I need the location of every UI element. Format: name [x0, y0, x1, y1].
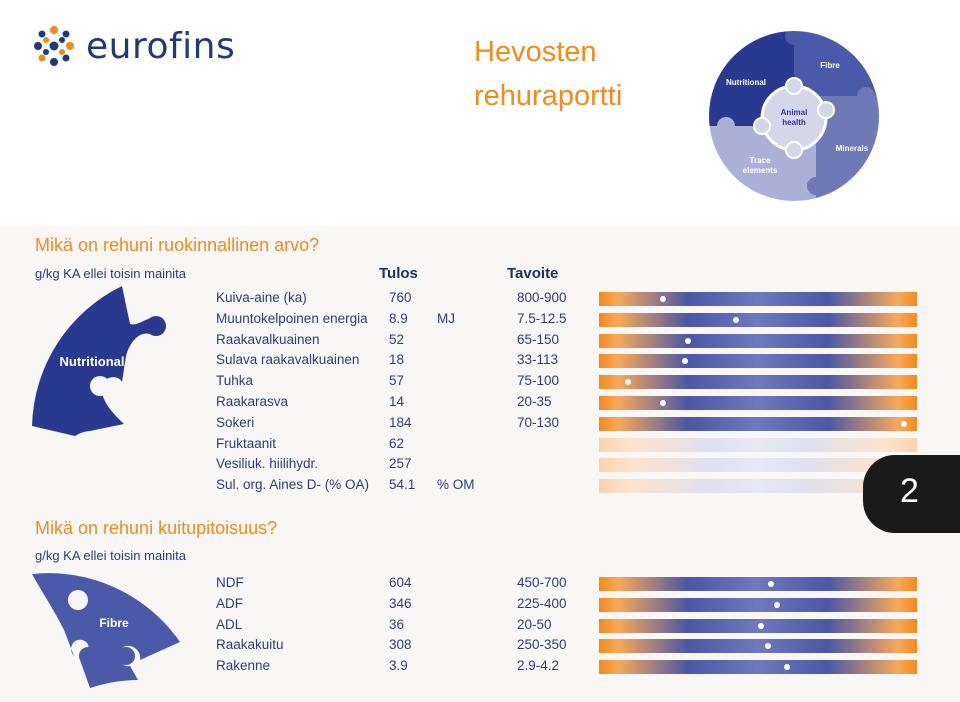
result-marker: [768, 581, 774, 587]
puzzle-label-fibre: Fibre: [820, 61, 840, 70]
row-name: Sokeri: [216, 414, 255, 430]
row-name: Raakarasva: [216, 394, 289, 409]
row-name: Sul. org. Aines D- (% OA): [216, 477, 370, 493]
row-result: 18: [389, 352, 405, 368]
result-marker: [774, 602, 780, 608]
puzzle-label-trace-1: Trace: [749, 156, 771, 165]
fibre-subheading: g/kg KA ellei toisin mainita: [35, 548, 187, 563]
row-result: 184: [389, 414, 412, 430]
fibre-piece-label: Fibre: [99, 616, 129, 630]
range-bar: [599, 660, 917, 674]
row-name: NDF: [216, 575, 244, 590]
table-row: [0, 290, 960, 310]
row-result: 604: [389, 575, 412, 590]
eurofins-logo-icon: [32, 24, 76, 68]
puzzle-label-minerals: Minerals: [835, 144, 869, 153]
row-name: Tuhka: [216, 373, 254, 389]
row-result: 14: [389, 394, 405, 409]
puzzle-label-center-1: Animal: [780, 108, 808, 117]
table-row: [0, 373, 960, 393]
table-row: [0, 436, 960, 456]
table-row: [0, 637, 960, 657]
row-target: 450-700: [517, 575, 567, 590]
row-result: 760: [389, 290, 412, 305]
row-name: Rakenne: [216, 658, 271, 674]
range-bar: [599, 375, 917, 389]
row-result: 8.9: [389, 310, 408, 326]
puzzle-label-trace-2: elements: [742, 166, 778, 175]
result-marker: [682, 358, 688, 364]
row-name: Raakavalkuainen: [216, 331, 320, 347]
row-target: 70-130: [517, 414, 560, 430]
column-result-header: Tulos: [379, 265, 418, 282]
nutritional-subheading: g/kg KA ellei toisin mainita: [35, 266, 187, 281]
table-row: [0, 311, 960, 331]
row-result: 36: [389, 616, 405, 632]
report-title: [474, 30, 622, 118]
page-number: 2: [900, 472, 919, 510]
page-number-badge: [863, 455, 960, 533]
table-row: [0, 658, 960, 678]
row-target: 2.9-4.2: [517, 658, 560, 674]
result-marker: [733, 317, 739, 323]
range-bar: [599, 598, 917, 612]
table-row: [0, 596, 960, 616]
row-target: 65-150: [517, 331, 560, 347]
range-bar: [599, 577, 917, 591]
row-result: 346: [389, 595, 412, 611]
puzzle-label-nutritional: Nutritional: [726, 78, 766, 87]
table-row: [0, 332, 960, 352]
table-row: [0, 617, 960, 637]
row-target: 75-100: [517, 373, 560, 389]
range-bar: [599, 438, 917, 452]
report-title-line1: Hevosten: [474, 36, 597, 68]
row-target: 250-350: [517, 637, 567, 653]
row-name: Fruktaanit: [216, 435, 277, 451]
result-marker: [758, 623, 764, 629]
result-marker: [784, 664, 790, 670]
result-marker: [901, 421, 907, 427]
row-result: 52: [389, 331, 405, 347]
fibre-heading: Mikä on rehuni kuitupitoisuus?: [35, 518, 278, 538]
table-row: [0, 415, 960, 435]
table-row: [0, 352, 960, 372]
result-marker: [765, 643, 771, 649]
puzzle-label-center-2: health: [782, 118, 806, 127]
nutritional-heading: Mikä on rehuni ruokinnallinen arvo?: [35, 235, 320, 255]
table-row: [0, 575, 960, 595]
report-title-line2: rehuraportti: [474, 80, 623, 112]
range-bar: [599, 639, 917, 653]
range-bar: [599, 396, 917, 410]
range-bar: [599, 354, 917, 368]
row-result: 54.1: [389, 477, 416, 493]
row-target: 225-400: [517, 595, 567, 611]
row-unit: MJ: [437, 310, 455, 326]
column-target-header: Tavoite: [507, 265, 559, 282]
row-result: 62: [389, 435, 405, 451]
row-target: 20-50: [517, 616, 552, 632]
row-name: ADL: [216, 616, 243, 632]
result-marker: [660, 296, 666, 302]
table-row: [0, 456, 960, 476]
row-name: ADF: [216, 595, 243, 611]
row-name: Sulava raakavalkuainen: [216, 352, 360, 368]
range-bar: [599, 334, 917, 348]
row-name: Kuiva-aine (ka): [216, 290, 307, 305]
row-target: 800-900: [517, 290, 567, 305]
row-result: 57: [389, 373, 405, 389]
result-marker: [685, 338, 691, 344]
row-target: 20-35: [517, 394, 552, 409]
nutritional-piece-label: Nutritional: [59, 354, 125, 369]
row-name: Vesiliuk. hiilihydr.: [216, 456, 319, 472]
eurofins-logo: [32, 24, 235, 68]
brand-name: eurofins: [86, 25, 236, 67]
row-result: 308: [389, 637, 412, 653]
row-target: 33-113: [517, 352, 559, 368]
puzzle-diagram: [706, 26, 882, 206]
row-target: 7.5-12.5: [517, 310, 567, 326]
row-name: Raakakuitu: [216, 637, 284, 653]
range-bar: [599, 619, 917, 633]
row-name: Muuntokelpoinen energia: [216, 310, 368, 326]
row-unit: % OM: [437, 477, 475, 493]
range-bar: [599, 313, 917, 327]
row-result: 3.9: [389, 658, 408, 674]
range-bar: [599, 292, 917, 306]
row-result: 257: [389, 456, 412, 472]
result-marker: [660, 400, 666, 406]
table-row: [0, 394, 960, 414]
table-row: [0, 477, 960, 497]
result-marker: [625, 379, 631, 385]
range-bar: [599, 417, 917, 431]
